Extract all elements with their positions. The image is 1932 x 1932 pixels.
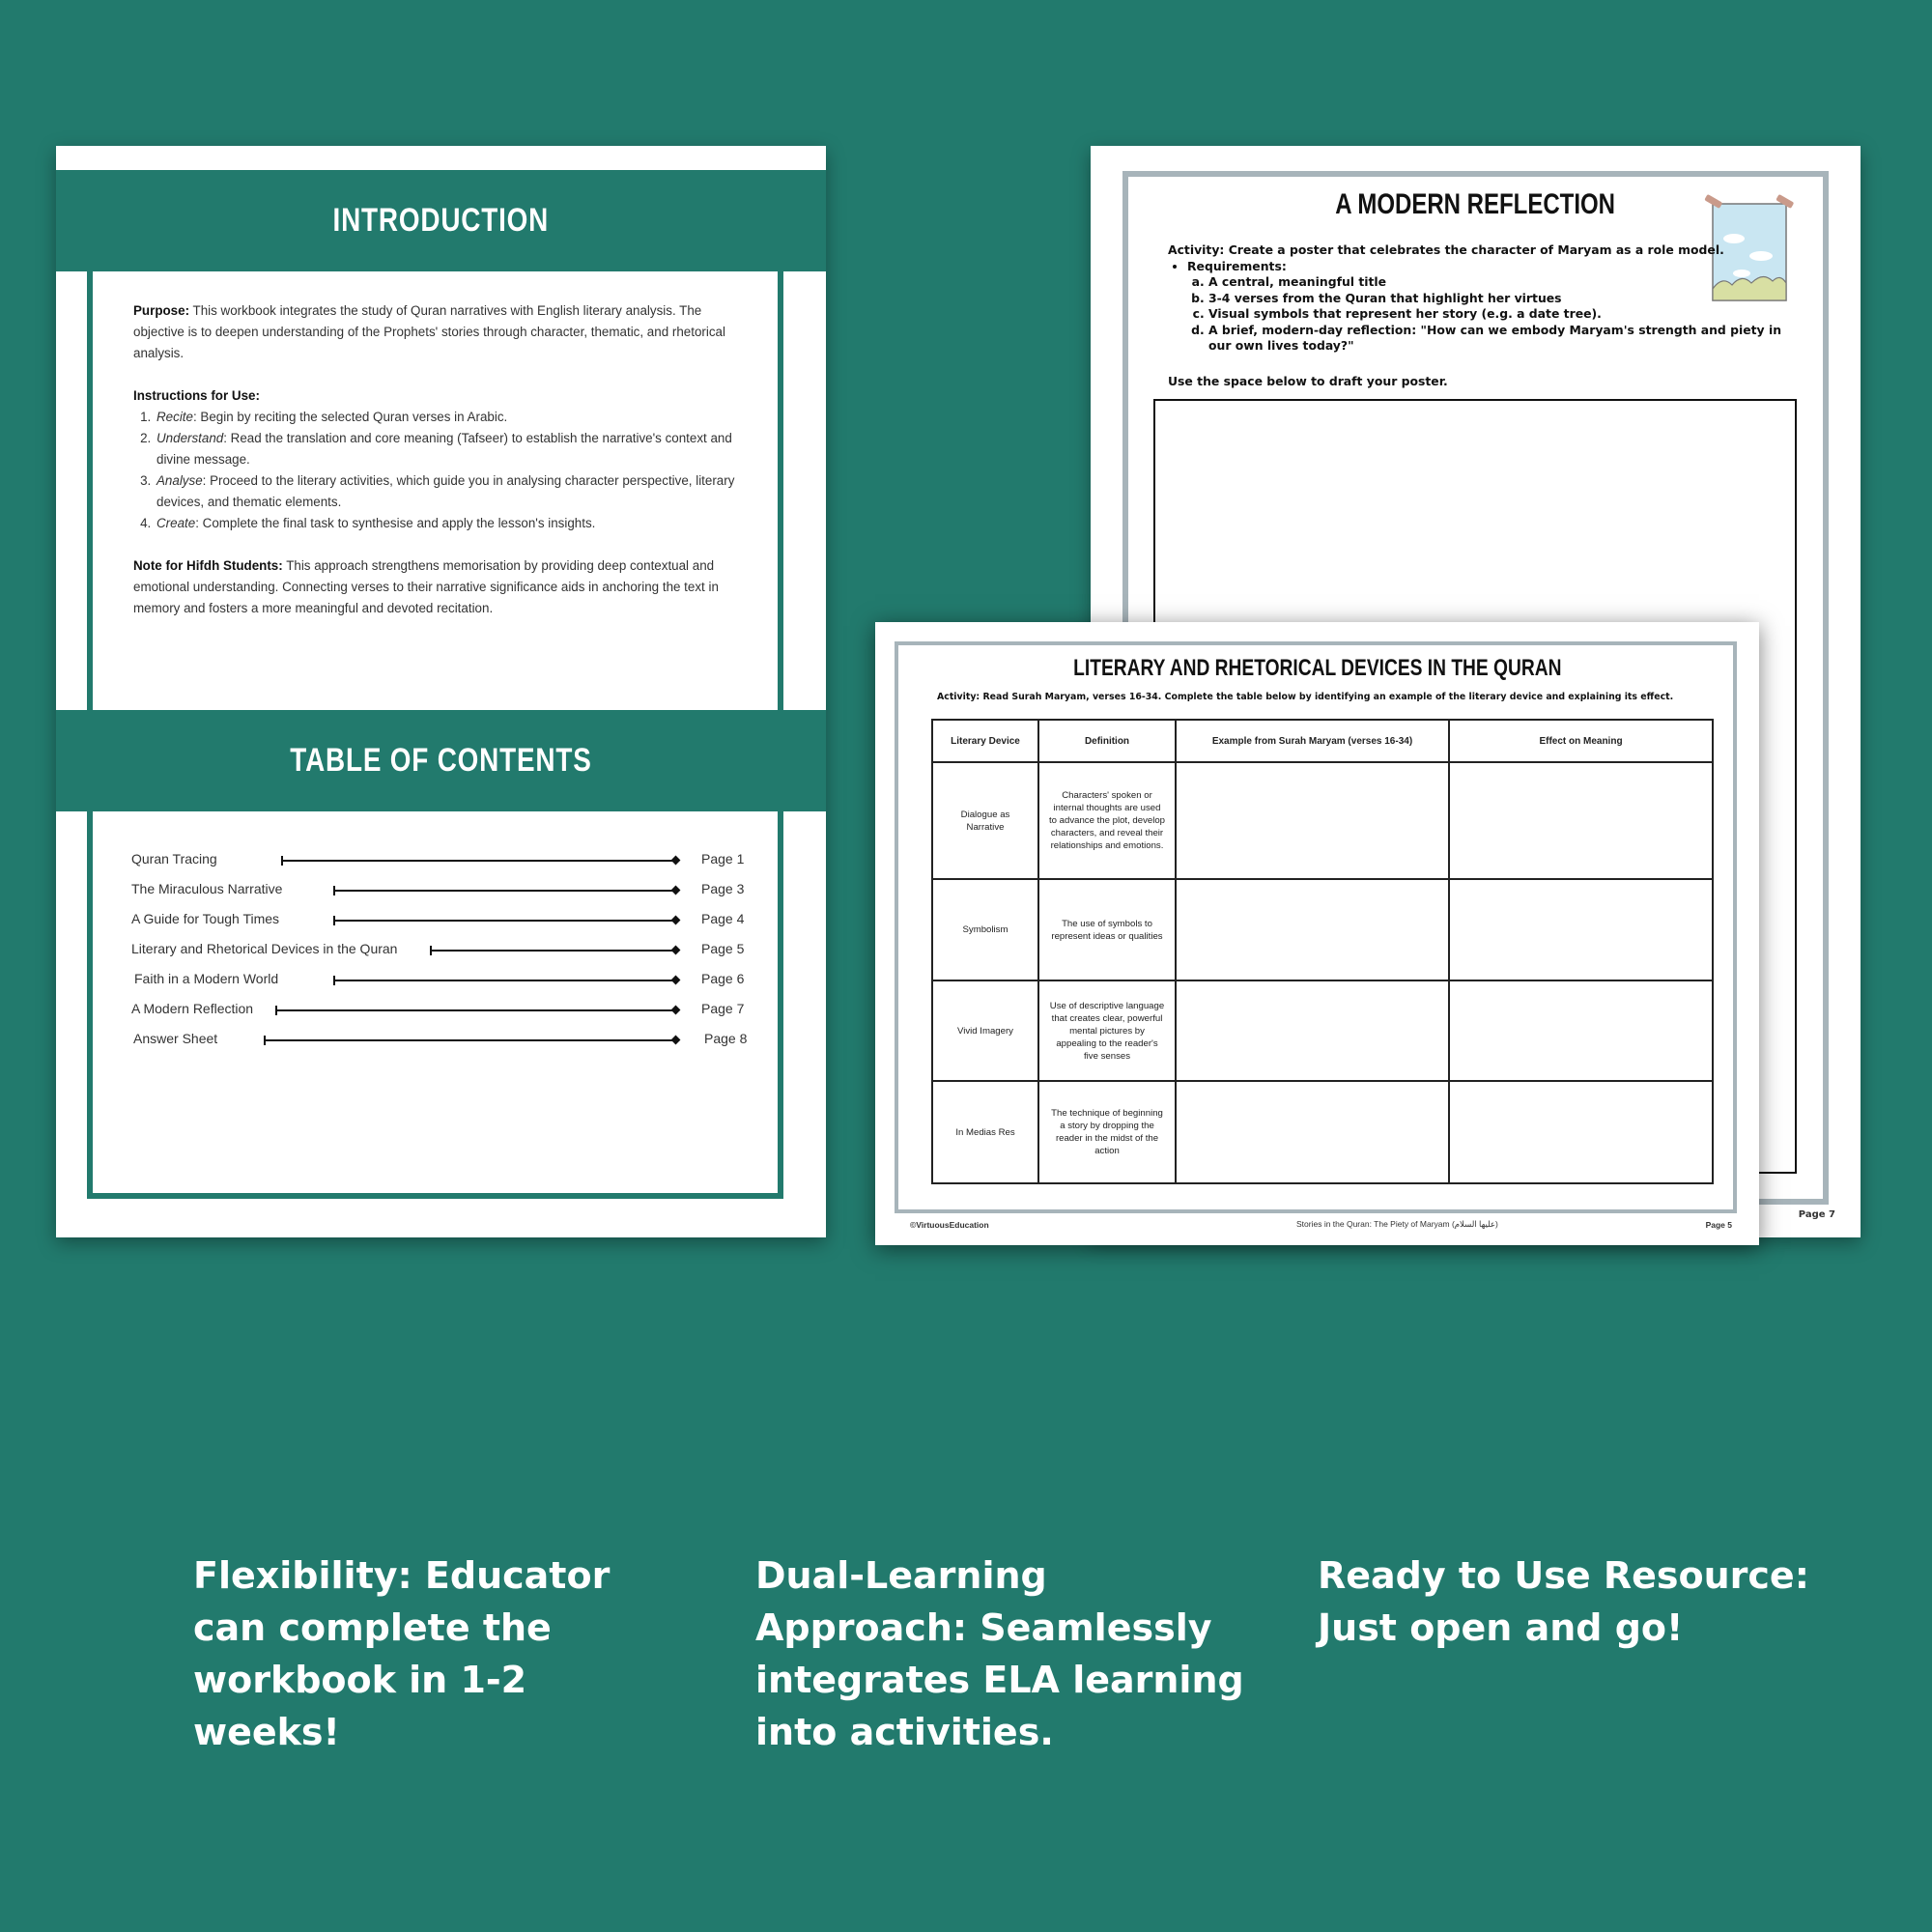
purpose-text: This workbook integrates the study of Quran narratives with English literary analysis. The objective is to deepen understanding of the Prophets' stories through character, thematic, and rhetorical analysis. (133, 303, 725, 360)
toc-label: A Guide for Tough Times (131, 911, 280, 926)
definition-cell: The technique of beginning a story by dropping the reader in the midst of the action (1038, 1081, 1176, 1183)
definition-cell: The use of symbols to represent ideas or qualities (1038, 879, 1176, 980)
requirement-item: c. Visual symbols that represent her story (e.g. a date tree). (1208, 306, 1786, 323)
device-cell: Dialogue as Narrative (932, 762, 1038, 879)
literary-devices-title: LITERARY AND RHETORICAL DEVICES IN THE QURAN (1072, 655, 1562, 681)
requirement-item: d. A brief, modern-day reflection: "How can we embody Maryam's strength and piety in our own lives today?" (1208, 323, 1786, 355)
introduction-banner (56, 170, 826, 271)
toc-heading: TABLE OF CONTENTS (290, 742, 592, 779)
requirements-list (1168, 259, 1786, 355)
feature-flexibility: Flexibility: Educator can complete the workbook in 1-2 weeks! (193, 1554, 611, 1753)
footer-brand: ©VirtuousEducation (910, 1220, 989, 1230)
column-header: Definition (1038, 720, 1176, 762)
example-cell[interactable] (1176, 762, 1449, 879)
table-row (932, 762, 1713, 879)
toc-page-number: Page 1 (701, 851, 745, 867)
device-cell: Symbolism (932, 879, 1038, 980)
toc-row (131, 881, 759, 911)
column-header: Example from Surah Maryam (verses 16-34) (1176, 720, 1449, 762)
note-label: Note for Hifdh Students: (133, 558, 283, 573)
definition-cell: Use of descriptive language that creates clear, powerful mental pictures by appealing to the reader's five senses (1038, 980, 1176, 1081)
toc-leader-line (264, 1039, 675, 1041)
table-row (932, 980, 1713, 1081)
toc-leader-line (281, 860, 675, 862)
example-cell[interactable] (1176, 1081, 1449, 1183)
hifdh-note (133, 555, 752, 619)
instruction-step: 3. Analyse: Proceed to the literary activities, which guide you in analysing character perspective, literary devices, and thematic elements. (155, 470, 752, 513)
definition-cell: Characters' spoken or internal thoughts are used to advance the plot, develop characters, and reveal their relationships and emotions. (1038, 762, 1176, 879)
device-cell: Vivid Imagery (932, 980, 1038, 1081)
effect-cell[interactable] (1449, 762, 1713, 879)
literary-devices-table (931, 719, 1714, 1184)
toc-label: The Miraculous Narrative (131, 881, 283, 896)
instructions-label: Instructions for Use: (133, 388, 260, 403)
purpose-paragraph (133, 300, 752, 364)
requirements-label: • Requirements: a. A central, meaningful title b. 3-4 verses from the Quran that highlight her virtues c. Visual symbols that represent her story (e.g. a date tree). d. A brief, modern-day reflection: "How can we embody Maryam's strength and piety in our own lives today?" (1187, 259, 1786, 355)
page-number: Page 7 (1798, 1209, 1835, 1220)
toc-page-number: Page 3 (701, 881, 745, 896)
toc-leader-line (333, 980, 675, 981)
effect-cell[interactable] (1449, 1081, 1713, 1183)
toc-leader-line (430, 950, 675, 952)
toc-row (131, 851, 759, 881)
toc-page-number: Page 4 (701, 911, 745, 926)
table-header-row (932, 720, 1713, 762)
device-cell: In Medias Res (932, 1081, 1038, 1183)
instruction-step: 2. Understand: Read the translation and core meaning (Tafseer) to establish the narrative's context and divine message. (155, 428, 752, 470)
toc-banner (56, 710, 826, 811)
footer-title: Stories in the Quran: The Piety of Maryam (عليها السلام) (1296, 1219, 1498, 1229)
page-number: Page 5 (1705, 1220, 1732, 1230)
requirement-item: a. A central, meaningful title (1208, 274, 1786, 291)
toc-row (131, 941, 759, 971)
effect-cell[interactable] (1449, 879, 1713, 980)
purpose-label: Purpose: (133, 303, 190, 318)
toc-row (131, 971, 759, 1001)
toc-label: Literary and Rhetorical Devices in the Quran (131, 941, 398, 956)
activity-text: Activity: Read Surah Maryam, verses 16-34. Complete the table below by identifying an example of the literary device and explaining its effect. (937, 692, 1674, 702)
requirements-sublist (1187, 274, 1786, 355)
toc-label: A Modern Reflection (131, 1001, 254, 1016)
toc-label: Answer Sheet (133, 1031, 218, 1046)
table-row (932, 879, 1713, 980)
column-header: Effect on Meaning (1449, 720, 1713, 762)
example-cell[interactable] (1176, 980, 1449, 1081)
instruction-step: 1. Recite: Begin by reciting the selected Quran verses in Arabic. (155, 407, 752, 428)
feature-dual-learning: Dual-Learning Approach: Seamlessly integrates ELA learning into activities. (755, 1554, 1244, 1753)
toc-row (131, 911, 759, 941)
column-header: Literary Device (932, 720, 1038, 762)
toc-label: Faith in a Modern World (134, 971, 279, 986)
activity-text: Activity: Create a poster that celebrates the character of Maryam as a role model. (1168, 242, 1724, 257)
toc-leader-line (333, 890, 675, 892)
modern-reflection-instructions (1168, 242, 1786, 389)
feature-ready-to-use: Ready to Use Resource: Just open and go! (1318, 1554, 1809, 1649)
toc-page-number: Page 7 (701, 1001, 745, 1016)
literary-devices-page (875, 622, 1759, 1245)
draft-instruction: Use the space below to draft your poster. (1168, 373, 1448, 388)
instructions-list (133, 407, 752, 534)
toc-leader-line (333, 920, 675, 922)
introduction-heading: INTRODUCTION (332, 202, 550, 239)
toc-page-number: Page 6 (701, 971, 745, 986)
requirement-item: b. 3-4 verses from the Quran that highlight her virtues (1208, 291, 1786, 307)
instruction-step: 4. Create: Complete the final task to synthesise and apply the lesson's insights. (155, 513, 752, 534)
note-text: This approach strengthens memorisation by providing deep contextual and emotional understanding. Connecting verses to their narrative significance aids in anchoring the text in memory and fosters a more meaningful and devoted recitation. (133, 558, 719, 615)
modern-reflection-title: A MODERN REFLECTION (1335, 188, 1616, 220)
toc-page-number: Page 8 (704, 1031, 748, 1046)
table-row (932, 1081, 1713, 1183)
toc-leader-line (275, 1009, 675, 1011)
toc-page-number: Page 5 (701, 941, 745, 956)
example-cell[interactable] (1176, 879, 1449, 980)
toc-row (131, 1001, 759, 1031)
toc-row (131, 1031, 759, 1061)
toc-label: Quran Tracing (131, 851, 217, 867)
introduction-text (133, 300, 752, 640)
introduction-page (56, 146, 826, 1237)
effect-cell[interactable] (1449, 980, 1713, 1081)
table-of-contents (131, 851, 759, 1061)
